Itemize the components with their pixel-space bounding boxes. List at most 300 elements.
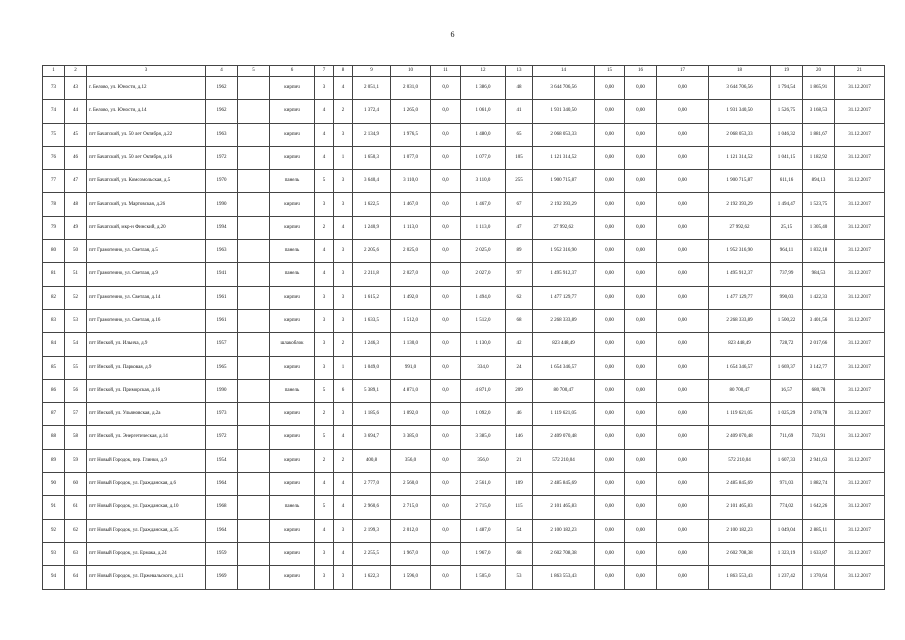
table-cell: 4: [315, 240, 334, 263]
table-cell: панель: [270, 496, 315, 519]
table-cell: 4: [334, 473, 353, 496]
table-cell: 76: [43, 146, 65, 169]
table-cell: 4: [315, 123, 334, 146]
table-cell: 5: [315, 379, 334, 402]
table-cell: 3: [334, 309, 353, 332]
table-cell: 1 092,0: [461, 403, 506, 426]
table-cell: 2 715,0: [391, 496, 431, 519]
table-cell: 1 881,67: [803, 123, 835, 146]
table-cell: 1 900 715,87: [709, 170, 771, 193]
table-cell: 0,00: [657, 403, 709, 426]
table-cell: 990,03: [771, 286, 803, 309]
table-cell: [238, 333, 270, 356]
table-cell: 84: [43, 333, 65, 356]
table-cell: 1 372,4: [353, 100, 391, 123]
table-cell: 1 092,0: [391, 403, 431, 426]
table-cell: 1 865,91: [803, 77, 835, 100]
table-cell: 0,00: [595, 170, 625, 193]
table-cell: 1 505,0: [461, 566, 506, 589]
table-cell: 1965: [206, 356, 238, 379]
table-cell: 46: [65, 146, 87, 169]
table-cell: 0,00: [595, 566, 625, 589]
table-cell: 1 265,0: [391, 100, 431, 123]
table-cell: 711,69: [771, 426, 803, 449]
table-cell: 4: [334, 426, 353, 449]
table-cell: 0,00: [595, 473, 625, 496]
table-cell: 31.12.2017: [835, 146, 885, 169]
table-cell: 2 255,5: [353, 542, 391, 565]
table-cell: 823 448,49: [533, 333, 595, 356]
table-cell: 0,0: [431, 403, 461, 426]
table-cell: 0,0: [431, 146, 461, 169]
column-number-cell: 12: [461, 66, 506, 77]
table-cell: 1 596,0: [391, 566, 431, 589]
table-cell: 77: [43, 170, 65, 193]
table-cell: 1972: [206, 426, 238, 449]
table-cell: 54: [506, 519, 533, 542]
table-cell: 0,00: [657, 496, 709, 519]
address-cell: пгт Бачатский, ул. 50 лет Октября, д.16: [87, 146, 206, 169]
table-cell: 0,00: [595, 77, 625, 100]
table-cell: 3: [315, 309, 334, 332]
table-cell: 1973: [206, 403, 238, 426]
table-cell: панель: [270, 263, 315, 286]
table-cell: 774,02: [771, 496, 803, 519]
table-cell: 1 931 340,50: [709, 100, 771, 123]
table-cell: 984,53: [803, 263, 835, 286]
table-cell: 31.12.2017: [835, 216, 885, 239]
table-cell: 1969: [206, 566, 238, 589]
table-cell: 2 205,6: [353, 240, 391, 263]
table-cell: 0,0: [431, 240, 461, 263]
table-cell: [238, 77, 270, 100]
table-cell: 92: [43, 519, 65, 542]
address-cell: пгт Инской, ул. Энергетическая, д.14: [87, 426, 206, 449]
table-cell: [238, 542, 270, 565]
column-number-cell: 21: [835, 66, 885, 77]
table-row: [43, 356, 885, 379]
table-cell: 3 401,56: [803, 309, 835, 332]
table-cell: 1 952 316,90: [533, 240, 595, 263]
table-cell: 91: [43, 496, 65, 519]
table-cell: 80 700,47: [709, 379, 771, 402]
table-cell: 3: [315, 542, 334, 565]
table-row: [43, 449, 885, 472]
table-cell: 0,00: [595, 356, 625, 379]
table-cell: 47: [506, 216, 533, 239]
table-cell: 894,13: [803, 170, 835, 193]
table-cell: 2 027,0: [391, 263, 431, 286]
table-cell: 1 121 314,52: [533, 146, 595, 169]
table-cell: 611,16: [771, 170, 803, 193]
table-cell: 0,0: [431, 77, 461, 100]
column-number-cell: 5: [238, 66, 270, 77]
table-cell: 41: [506, 100, 533, 123]
housing-registry-table: [42, 65, 885, 590]
table-cell: кирпич: [270, 100, 315, 123]
table-cell: [238, 566, 270, 589]
table-row: [43, 193, 885, 216]
table-cell: 0,00: [657, 170, 709, 193]
table-cell: 0,0: [431, 170, 461, 193]
table-cell: 0,00: [625, 193, 657, 216]
table-cell: 2: [315, 216, 334, 239]
table-cell: 48: [506, 77, 533, 100]
table-cell: 0,00: [625, 379, 657, 402]
table-body: [43, 66, 885, 590]
table-cell: 31.12.2017: [835, 309, 885, 332]
table-cell: 68: [506, 542, 533, 565]
table-cell: 1 622,3: [353, 566, 391, 589]
table-row: [43, 263, 885, 286]
table-cell: 0,0: [431, 379, 461, 402]
table-cell: 1994: [206, 216, 238, 239]
table-cell: кирпич: [270, 426, 315, 449]
table-cell: 0,00: [595, 263, 625, 286]
table-cell: 0,00: [625, 566, 657, 589]
table-cell: 3: [334, 123, 353, 146]
table-cell: 31.12.2017: [835, 193, 885, 216]
table-cell: 0,00: [625, 473, 657, 496]
table-cell: 1 061,0: [461, 100, 506, 123]
table-cell: 0,00: [595, 519, 625, 542]
table-cell: 1 246,3: [353, 333, 391, 356]
table-cell: 24: [506, 356, 533, 379]
column-number-cell: 10: [391, 66, 431, 77]
table-cell: 1 494,0: [461, 286, 506, 309]
column-number-cell: 14: [533, 66, 595, 77]
table-cell: 5: [315, 496, 334, 519]
table-cell: 0,00: [595, 403, 625, 426]
table-cell: 31.12.2017: [835, 403, 885, 426]
table-cell: 79: [43, 216, 65, 239]
address-cell: пгт Новый Городок, пер. Глинки, д.9: [87, 449, 206, 472]
table-cell: 1941: [206, 263, 238, 286]
table-row: [43, 403, 885, 426]
table-cell: 0,0: [431, 100, 461, 123]
table-cell: 31.12.2017: [835, 379, 885, 402]
table-cell: 1 119 621,05: [533, 403, 595, 426]
table-cell: 0,00: [595, 449, 625, 472]
table-cell: 82: [43, 286, 65, 309]
table-cell: [238, 403, 270, 426]
table-cell: 0,00: [595, 333, 625, 356]
table-cell: 1972: [206, 146, 238, 169]
table-cell: 0,00: [625, 426, 657, 449]
table-cell: 4: [315, 473, 334, 496]
table-cell: 0,0: [431, 123, 461, 146]
table-cell: 2 211,8: [353, 263, 391, 286]
table-cell: 16,57: [771, 379, 803, 402]
table-cell: 1 237,42: [771, 566, 803, 589]
table-cell: 0,00: [657, 566, 709, 589]
table-cell: 2 100 182,23: [533, 519, 595, 542]
table-cell: 1 492,0: [391, 286, 431, 309]
table-cell: 1 500,22: [771, 309, 803, 332]
table-cell: [238, 263, 270, 286]
table-cell: 0,00: [595, 216, 625, 239]
column-number-cell: 20: [803, 66, 835, 77]
table-cell: 1990: [206, 379, 238, 402]
table-cell: 2: [334, 100, 353, 123]
table-cell: 1961: [206, 286, 238, 309]
table-cell: 0,00: [625, 240, 657, 263]
table-cell: 2 268 333,89: [709, 309, 771, 332]
table-cell: 400,8: [353, 449, 391, 472]
table-cell: 59: [65, 449, 87, 472]
table-cell: 1 863 553,43: [533, 566, 595, 589]
table-cell: 2 051,1: [353, 77, 391, 100]
table-cell: 31.12.2017: [835, 100, 885, 123]
table-cell: 2 068 053,33: [533, 123, 595, 146]
table-cell: [238, 426, 270, 449]
table-cell: 0,0: [431, 449, 461, 472]
column-number-cell: 6: [270, 66, 315, 77]
table-cell: 0,0: [431, 473, 461, 496]
table-cell: 1 882,74: [803, 473, 835, 496]
table-cell: 56: [65, 379, 87, 402]
table-cell: 51: [65, 263, 87, 286]
table-cell: [238, 100, 270, 123]
table-cell: 1 495 912,37: [533, 263, 595, 286]
table-cell: 31.12.2017: [835, 356, 885, 379]
table-cell: 0,00: [625, 309, 657, 332]
page-number: 6: [450, 30, 455, 39]
table-cell: 0,0: [431, 519, 461, 542]
table-cell: 0,00: [657, 309, 709, 332]
table-cell: 105: [506, 146, 533, 169]
column-number-cell: 8: [334, 66, 353, 77]
table-cell: [238, 146, 270, 169]
table-cell: кирпич: [270, 77, 315, 100]
table-cell: 2 602 708,38: [709, 542, 771, 565]
table-row: [43, 216, 885, 239]
column-number-cell: 7: [315, 66, 334, 77]
table-cell: 31.12.2017: [835, 286, 885, 309]
table-cell: 0,00: [657, 216, 709, 239]
table-cell: 68: [506, 309, 533, 332]
table-cell: 2 101 465,83: [533, 496, 595, 519]
table-row: [43, 286, 885, 309]
table-cell: 2: [315, 449, 334, 472]
table-cell: 3: [334, 519, 353, 542]
table-cell: 49: [65, 216, 87, 239]
table-cell: 1 041,15: [771, 146, 803, 169]
column-number-cell: 3: [87, 66, 206, 77]
table-cell: 2 777,0: [353, 473, 391, 496]
table-cell: 1 130,0: [391, 333, 431, 356]
table-cell: 0,00: [657, 240, 709, 263]
column-number-cell: 19: [771, 66, 803, 77]
table-cell: 4: [315, 263, 334, 286]
table-cell: кирпич: [270, 519, 315, 542]
table-cell: 45: [65, 123, 87, 146]
table-cell: 2 485 845,69: [533, 473, 595, 496]
table-cell: 3 110,0: [461, 170, 506, 193]
table-cell: 1 976,5: [391, 123, 431, 146]
column-number-cell: 9: [353, 66, 391, 77]
table-cell: 1964: [206, 473, 238, 496]
table-cell: 1 650,3: [353, 146, 391, 169]
table-cell: 680,78: [803, 379, 835, 402]
table-cell: 3: [334, 263, 353, 286]
table-cell: 60: [65, 473, 87, 496]
table-cell: 31.12.2017: [835, 170, 885, 193]
table-row: [43, 100, 885, 123]
table-cell: 0,00: [657, 449, 709, 472]
table-cell: 2 100 182,23: [709, 519, 771, 542]
table-cell: 3 142,77: [803, 356, 835, 379]
table-cell: 80: [43, 240, 65, 263]
table-cell: 1964: [206, 519, 238, 542]
table-cell: 48: [65, 193, 87, 216]
table-cell: 89: [43, 449, 65, 472]
table-cell: [238, 240, 270, 263]
table-cell: 4: [315, 519, 334, 542]
column-number-cell: 16: [625, 66, 657, 77]
address-cell: пгт Грамотеино, ул. Светлая, д.5: [87, 240, 206, 263]
table-cell: 1 370,64: [803, 566, 835, 589]
table-cell: 2 561,0: [461, 473, 506, 496]
table-cell: 1 467,0: [391, 193, 431, 216]
table-cell: 146: [506, 426, 533, 449]
address-cell: пгт Бачатский, мкр-н Финский, д.20: [87, 216, 206, 239]
table-cell: 572 210,04: [709, 449, 771, 472]
table-cell: 55: [65, 356, 87, 379]
table-cell: 80 700,47: [533, 379, 595, 402]
table-cell: 57: [65, 403, 87, 426]
table-cell: кирпич: [270, 473, 315, 496]
table-cell: 1 931 340,50: [533, 100, 595, 123]
table-cell: 1 422,33: [803, 286, 835, 309]
table-cell: 1 900 715,87: [533, 170, 595, 193]
table-cell: кирпич: [270, 566, 315, 589]
table-cell: 2: [334, 333, 353, 356]
table-cell: 0,00: [625, 542, 657, 565]
table-cell: [238, 123, 270, 146]
table-cell: 0,00: [657, 519, 709, 542]
table-cell: 73: [43, 77, 65, 100]
table-cell: 0,00: [625, 496, 657, 519]
table-cell: 2 485 845,69: [709, 473, 771, 496]
table-cell: 0,0: [431, 286, 461, 309]
address-cell: пгт Грамотеино, ул. Светлая, д.9: [87, 263, 206, 286]
table-cell: 0,00: [625, 77, 657, 100]
table-cell: 0,00: [657, 123, 709, 146]
table-cell: 1 121 314,52: [709, 146, 771, 169]
table-cell: 1 130,0: [461, 333, 506, 356]
table-cell: 0,00: [625, 519, 657, 542]
table-cell: 43: [65, 77, 87, 100]
table-cell: 0,00: [625, 146, 657, 169]
table-cell: кирпич: [270, 542, 315, 565]
table-cell: 1 494,47: [771, 193, 803, 216]
table-cell: 109: [506, 473, 533, 496]
table-cell: 823 448,49: [709, 333, 771, 356]
table-cell: кирпич: [270, 286, 315, 309]
table-cell: 334,0: [461, 356, 506, 379]
table-cell: [238, 216, 270, 239]
table-cell: кирпич: [270, 356, 315, 379]
table-cell: 62: [506, 286, 533, 309]
table-cell: 0,00: [595, 542, 625, 565]
table-cell: [238, 519, 270, 542]
table-cell: 1957: [206, 333, 238, 356]
table-cell: 2 199,3: [353, 519, 391, 542]
table-cell: 0,00: [625, 333, 657, 356]
table-cell: 1 654 346,57: [533, 356, 595, 379]
table-cell: 2: [334, 449, 353, 472]
table-cell: 1 622,5: [353, 193, 391, 216]
column-number-cell: 17: [657, 66, 709, 77]
table-cell: 3: [315, 356, 334, 379]
table-cell: 1 615,2: [353, 286, 391, 309]
column-number-cell: 13: [506, 66, 533, 77]
table-cell: 5: [315, 170, 334, 193]
table-cell: 75: [43, 123, 65, 146]
address-cell: г. Белово, ул. Юности, д.12: [87, 77, 206, 100]
table-cell: 31.12.2017: [835, 77, 885, 100]
table-cell: 5 389,1: [353, 379, 391, 402]
table-cell: 90: [43, 473, 65, 496]
table-cell: 2 560,0: [391, 473, 431, 496]
table-cell: 1990: [206, 193, 238, 216]
table-cell: 3: [315, 77, 334, 100]
table-cell: 2 715,0: [461, 496, 506, 519]
table-cell: 1 633,87: [803, 542, 835, 565]
table-cell: 1 642,26: [803, 496, 835, 519]
table-cell: 1 477 129,77: [709, 286, 771, 309]
address-cell: пгт Бачатский, ул. Мартовская, д.26: [87, 193, 206, 216]
column-number-cell: 2: [65, 66, 87, 77]
table-cell: 78: [43, 193, 65, 216]
table-cell: 5: [315, 426, 334, 449]
table-cell: 1962: [206, 77, 238, 100]
table-cell: 4 871,0: [391, 379, 431, 402]
table-cell: 2 268 333,89: [533, 309, 595, 332]
table-cell: 31.12.2017: [835, 263, 885, 286]
table-cell: 2 192 393,29: [709, 193, 771, 216]
table-cell: 0,00: [595, 286, 625, 309]
table-cell: 115: [506, 496, 533, 519]
table-cell: 31.12.2017: [835, 449, 885, 472]
table-cell: 6: [334, 379, 353, 402]
table-cell: 1: [334, 146, 353, 169]
address-cell: пгт Грамотеино, ул. Светлая, д.14: [87, 286, 206, 309]
table-cell: 1 654 346,57: [709, 356, 771, 379]
table-cell: 0,00: [657, 146, 709, 169]
table-cell: кирпич: [270, 146, 315, 169]
table-row: [43, 566, 885, 589]
table-cell: 1 025,29: [771, 403, 803, 426]
table-cell: 21: [506, 449, 533, 472]
table-cell: 1 305,40: [803, 216, 835, 239]
column-number-cell: 18: [709, 66, 771, 77]
table-cell: 1 077,0: [461, 146, 506, 169]
table-cell: 81: [43, 263, 65, 286]
table-cell: 0,00: [625, 100, 657, 123]
table-cell: 3 385,0: [391, 426, 431, 449]
table-cell: 3: [315, 566, 334, 589]
table-cell: 63: [65, 542, 87, 565]
column-number-cell: 15: [595, 66, 625, 77]
table-cell: 0,0: [431, 426, 461, 449]
table-row: [43, 309, 885, 332]
table-cell: 3 168,53: [803, 100, 835, 123]
table-cell: 3: [334, 403, 353, 426]
table-cell: 3 385,0: [461, 426, 506, 449]
table-cell: 1 669,37: [771, 356, 803, 379]
